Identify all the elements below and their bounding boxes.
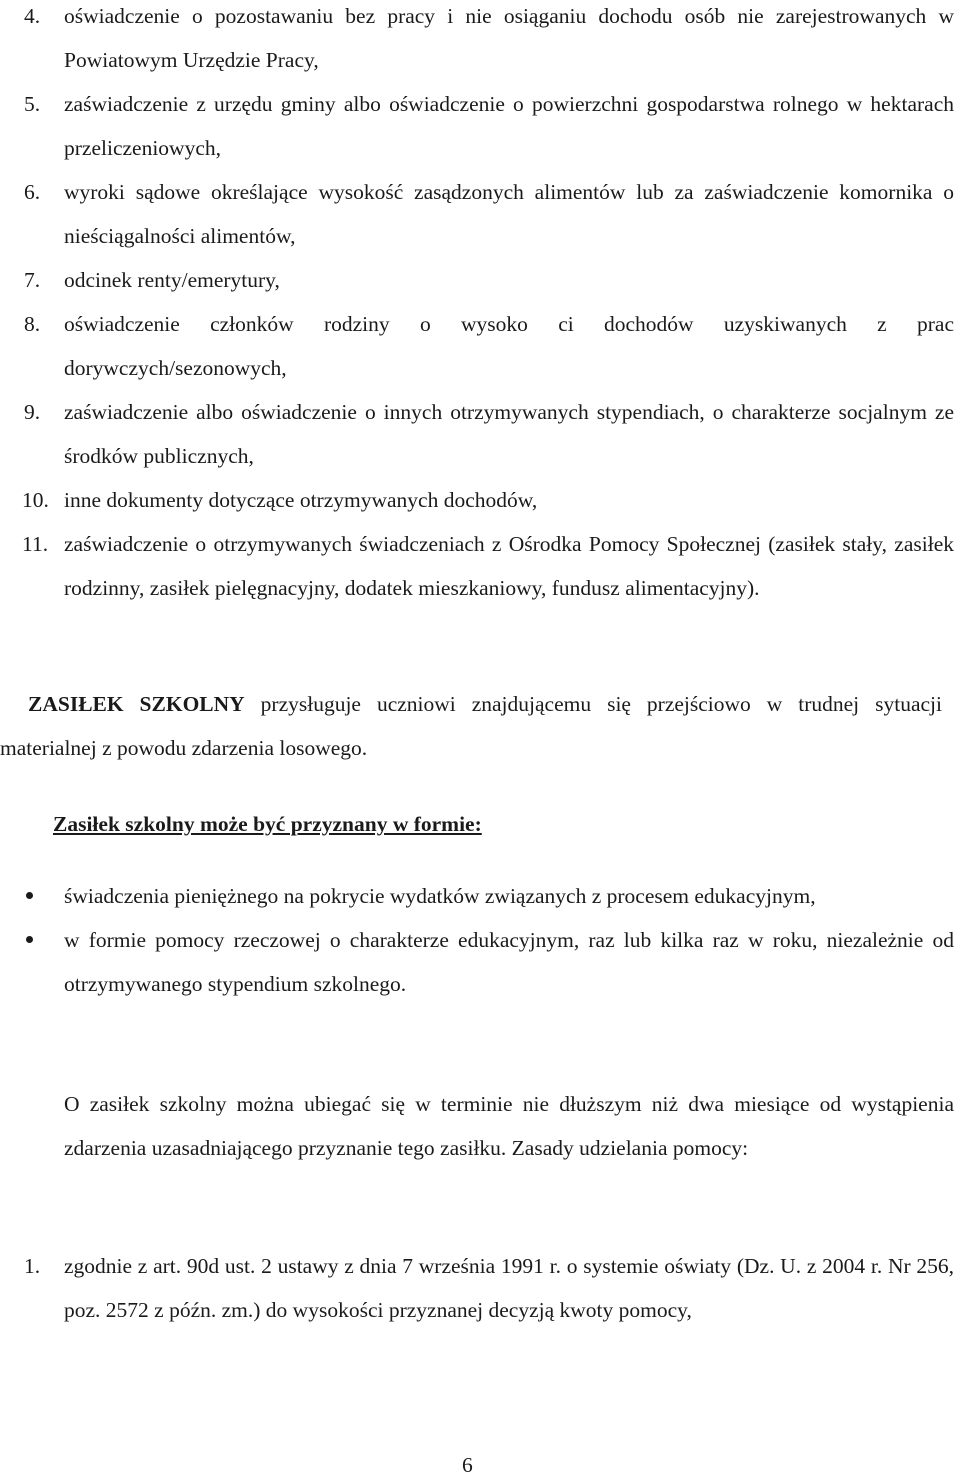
- list-item-text: zgodnie z art. 90d ust. 2 ustawy z dnia 7 września 1991 r. o systemie oświaty (Dz. U. z 2004 r. Nr 256, poz. 2572 z późn. zm.) do wysokości przyznanej decyzją kwoty pomocy,: [64, 1254, 954, 1322]
- application-deadline-paragraph: O zasiłek szkolny można ubiegać się w terminie nie dłuższym niż dwa miesiące od wystąpienia zdarzenia uzasadniającego przyznanie tego zasiłku. Zasady udzielania pomocy:: [64, 1092, 954, 1160]
- bullet-item-text: świadczenia pieniężnego na pokrycie wydatków związanych z procesem edukacyjnym,: [64, 884, 816, 908]
- bullet-dot-icon: [26, 892, 33, 899]
- list-item-text: zaświadczenie o otrzymywanych świadczeniach z Ośrodka Pomocy Społecznej (zasiłek stały, zasiłek rodzinny, zasiłek pielęgnacyjny, dodatek mieszkaniowy, fundusz alimentacyjny).: [64, 532, 954, 600]
- list-item: [0, 390, 960, 478]
- list-item-text: zaświadczenie albo oświadczenie o innych otrzymywanych stypendiach, o charakterze socjalnym ze środków publicznych,: [64, 400, 954, 468]
- list-item-number: 9.: [24, 400, 41, 424]
- list-item: [0, 82, 960, 170]
- list-item: [0, 1244, 960, 1332]
- list-item-number: 6.: [24, 180, 41, 204]
- list-item-number: 7.: [24, 268, 41, 292]
- bullet-dot-icon: [26, 936, 33, 943]
- zasilek-szkolny-text: przysługuje uczniowi znajdującemu się przejściowo w trudnej sytuacji materialnej z powodu zdarzenia losowego.: [0, 692, 943, 760]
- list-item-text: odcinek renty/emerytury,: [64, 268, 280, 292]
- bullet-item: [0, 918, 960, 1006]
- list-item: [0, 478, 960, 522]
- page-number: 6: [462, 1453, 473, 1477]
- list-item-number: 5.: [24, 92, 41, 116]
- list-item: [0, 0, 960, 82]
- list-item: [0, 522, 960, 610]
- zasilek-szkolny-paragraph: [0, 682, 942, 770]
- list-item-text: wyroki sądowe określające wysokość zasądzonych alimentów lub za zaświadczenie komornika o nieściągalności alimentów,: [64, 180, 954, 248]
- list-item-number: 8.: [24, 312, 41, 336]
- list-item-number: 1.: [24, 1254, 41, 1278]
- list-item: [0, 258, 960, 302]
- list-item-text: oświadczenie o pozostawaniu bez pracy i nie osiąganiu dochodu osób nie zarejestrowanych w Powiatowym Urzędzie Pracy,: [64, 4, 954, 72]
- list-item-number: 10.: [22, 488, 49, 512]
- section-heading: Zasiłek szkolny może być przyznany w formie:: [53, 812, 482, 836]
- list-item: [0, 170, 960, 258]
- bullet-item: [0, 874, 960, 918]
- list-item-number: 4.: [24, 4, 41, 28]
- list-item-text: zaświadczenie z urzędu gminy albo oświadczenie o powierzchni gospodarstwa rolnego w hektarach przeliczeniowych,: [64, 92, 954, 160]
- bullet-item-text: w formie pomocy rzeczowej o charakterze edukacyjnym, raz lub kilka raz w roku, niezależnie od otrzymywanego stypendium szkolnego.: [64, 928, 954, 996]
- requirements-list: [0, 0, 960, 610]
- rules-list: [0, 1244, 960, 1332]
- list-item: [0, 302, 960, 390]
- list-item-text: inne dokumenty dotyczące otrzymywanych dochodów,: [64, 488, 538, 512]
- forms-bullet-list: [0, 874, 960, 1006]
- list-item-number: 11.: [22, 532, 49, 556]
- list-item-text: oświadczenie członków rodziny o wysoko ci dochodów uzyskiwanych z prac dorywczych/sezonowych,: [64, 312, 954, 380]
- zasilek-szkolny-caps: ZASIŁEK SZKOLNY: [28, 692, 245, 716]
